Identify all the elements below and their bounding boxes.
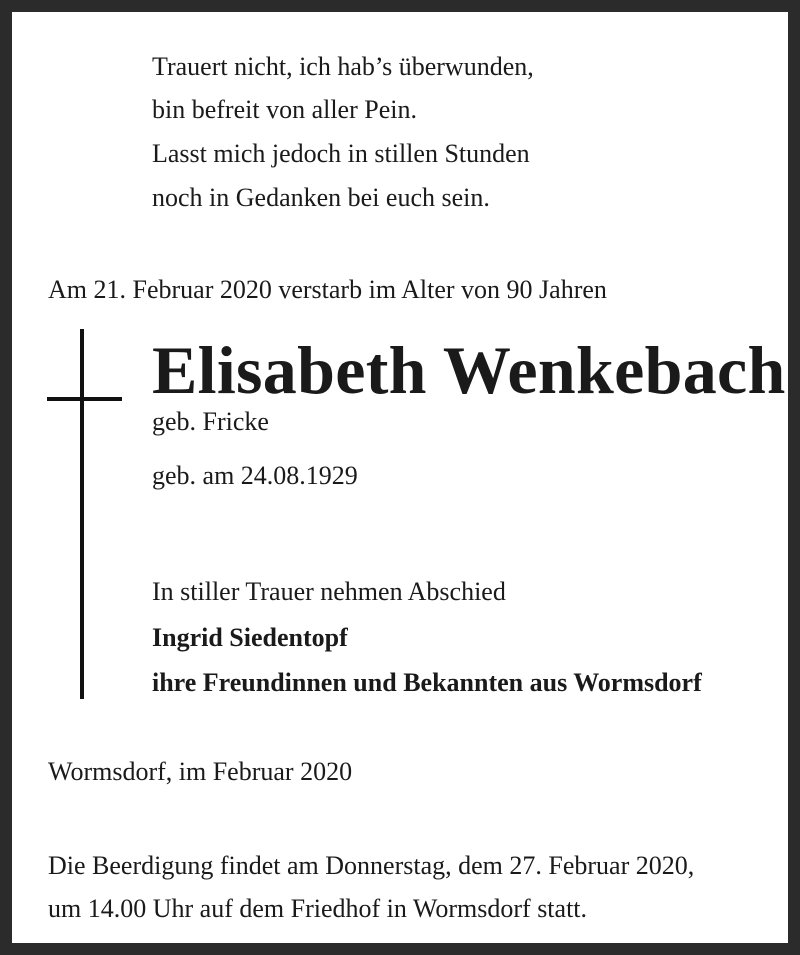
poem-line-2: bin befreit von aller Pein. [152,95,417,124]
deceased-name: Elisabeth Wenkebach [152,332,786,408]
funeral-line-1: Die Beerdigung findet am Donnerstag, dem 27. Februar 2020, [48,851,695,880]
mourner-name-1: Ingrid Siedentopf [152,623,348,652]
cross-icon [80,329,84,699]
funeral-line-2: um 14.00 Uhr auf dem Friedhof in Wormsdorf statt. [48,894,588,923]
mourners-intro: In stiller Trauer nehmen Abschied [152,577,506,606]
poem-line-3: Lasst mich jedoch in stillen Stunden [152,139,530,168]
cross-icon-bar [47,397,122,401]
place-date: Wormsdorf, im Februar 2020 [48,757,353,786]
birth-date: geb. am 24.08.1929 [152,461,358,490]
poem-line-4: noch in Gedanken bei euch sein. [152,183,490,212]
poem-line-1: Trauert nicht, ich hab’s überwunden, [152,52,534,81]
death-notice-intro: Am 21. Februar 2020 verstarb im Alter von 90 Jahren [48,275,607,304]
mourner-name-2: ihre Freundinnen und Bekannten aus Wormsdorf [152,668,702,697]
maiden-name: geb. Fricke [152,407,269,436]
